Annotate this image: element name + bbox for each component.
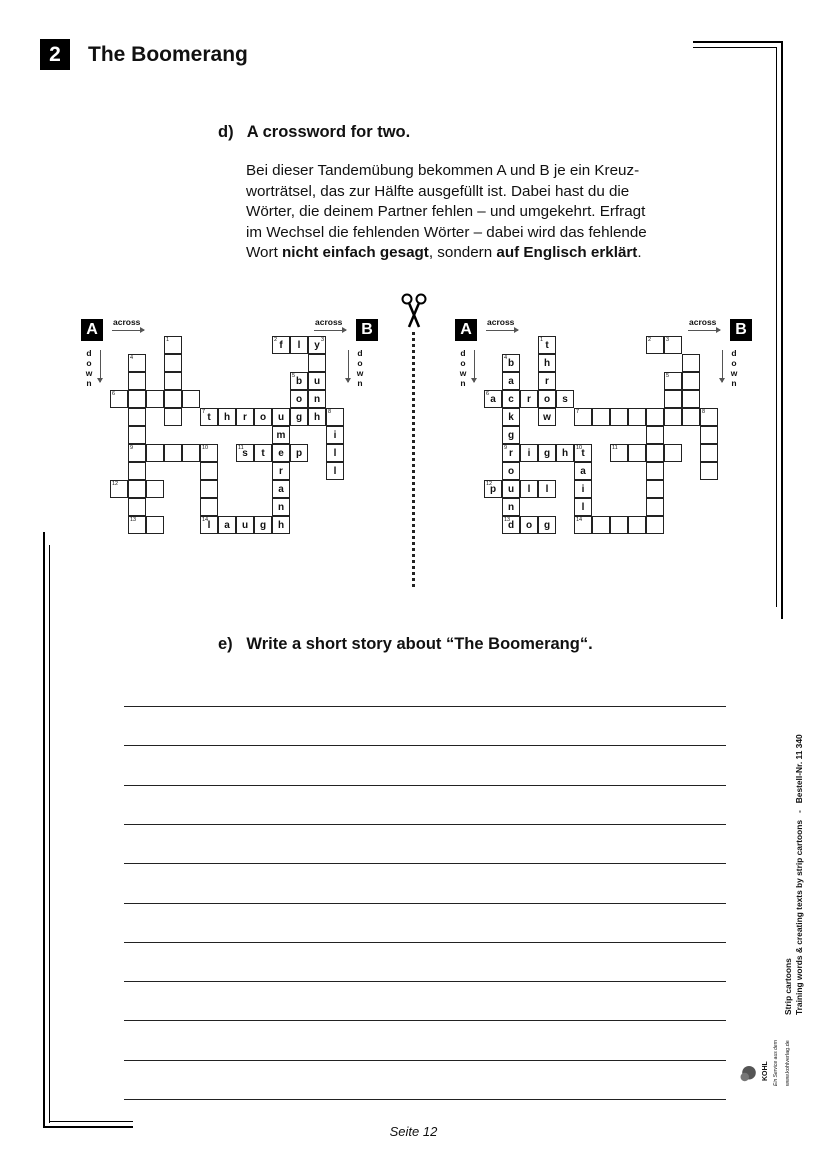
instruction-line-3: Wörter, die deinem Partner fehlen – und umgekehrt. Erfragt [246,203,646,221]
crossword-cell [502,516,520,534]
crossword-cell [308,372,326,390]
cell-letter: u [313,376,321,387]
cell-letter: h [223,412,231,423]
crossword-cell [254,408,272,426]
cell-letter: k [508,412,514,423]
cell-letter: l [207,520,211,531]
crossword-cell [574,480,592,498]
cell-letter: p [295,448,303,459]
crossword-cell [164,444,182,462]
crossword-cell [700,444,718,462]
cell-letter: a [278,484,284,495]
clue-number: 2 [274,337,278,343]
cell-letter: r [527,394,531,405]
crossword-cell [538,336,556,354]
writing-line [124,1099,726,1100]
partner-a-label-right: A [455,319,477,341]
clue-number: 9 [130,445,134,451]
crossword-cell [326,408,344,426]
crossword-cell [290,444,308,462]
clue-number: 11 [238,445,244,451]
crossword-cell [700,462,718,480]
writing-line [124,903,726,904]
crossword-cell [128,516,146,534]
cell-letter: g [295,412,303,423]
cell-letter: l [581,502,585,513]
across-arrow-right-a [486,330,518,331]
cell-letter: g [543,520,551,531]
crossword-cell [200,480,218,498]
writing-line [124,706,726,707]
crossword-cell [574,444,592,462]
cell-letter: o [507,466,515,477]
cell-letter: c [508,394,514,405]
crossword-cell [484,390,502,408]
crossword-cell [646,498,664,516]
clue-number: 10 [202,445,209,451]
unit-number-badge [40,39,70,70]
frame-left-line-inner [49,545,50,1123]
cell-letter: a [508,376,514,387]
crossword-cell [664,444,682,462]
cell-letter: g [507,430,515,441]
cell-letter: n [313,394,321,405]
crossword-cell [164,390,182,408]
clue-number: 8 [702,409,706,415]
crossword-cell [308,408,326,426]
cell-letter: r [279,466,283,477]
crossword-cell [308,336,326,354]
cell-letter: n [277,502,285,513]
crossword-cell [574,516,592,534]
crossword-cell [326,462,344,480]
clue-number: 5 [292,373,296,379]
crossword-cell [164,336,182,354]
scissors-icon [401,293,427,329]
cell-letter: o [525,520,533,531]
crossword-cell [326,426,344,444]
crossword-cell [502,372,520,390]
across-label-right-b: across [689,317,717,327]
cell-letter: s [562,394,568,405]
clue-number: 6 [486,391,490,397]
writing-line [124,745,726,746]
cell-letter: h [543,358,551,369]
section-d-heading: d) A crossword for two. [218,123,411,141]
partner-a-label-left: A [81,319,103,341]
crossword-cell [520,390,538,408]
crossword-cell [146,480,164,498]
partner-b-label-left: B [356,319,378,341]
instruction-line-1: Bei dieser Tandemübung bekommen A und B je ein Kreuz- [246,162,640,179]
cell-letter: r [243,412,247,423]
crossword-cell [682,372,700,390]
instructions-text [246,161,696,264]
crossword-cell [538,372,556,390]
crossword-cell [520,444,538,462]
publisher-logo-icon [738,1060,760,1088]
side-series-title: Strip cartoons [783,958,793,1015]
across-label-right-a: across [487,317,515,327]
crossword-cell [628,516,646,534]
cell-letter: b [295,376,303,387]
crossword-cell [200,516,218,534]
crossword-cell [164,354,182,372]
down-arrow-left-b [348,350,349,382]
crossword-cell [218,516,236,534]
down-label-left-a: d o w n [85,348,93,388]
clue-number: 2 [648,337,652,343]
crossword-cell [520,516,538,534]
frame-right-line-inner [776,47,777,607]
crossword-cell [236,408,254,426]
crossword-cell [200,498,218,516]
crossword-cell [520,480,538,498]
clue-number: 3 [320,337,324,343]
crossword-cell [128,462,146,480]
clue-number: 6 [112,391,116,397]
cell-letter: o [295,394,303,405]
cell-letter: t [261,448,265,459]
frame-right-line-outer [781,41,783,619]
crossword-cell [200,462,218,480]
writing-line [124,1020,726,1021]
crossword-cell [128,498,146,516]
publisher-tagline: Ein Service aus dem [773,1040,779,1086]
cell-letter: g [543,448,551,459]
cell-letter: l [297,340,301,351]
clue-number: 11 [612,445,618,451]
crossword-cell [646,462,664,480]
across-label-left-a: across [113,317,141,327]
side-series-subtitle: Training words & creating texts by strip cartoons - Bestell-Nr. 11 340 [793,734,804,1015]
crossword-cell [628,444,646,462]
cell-letter: i [527,448,531,459]
crossword-cell [146,390,164,408]
cell-letter: h [277,520,285,531]
crossword-cell [682,408,700,426]
across-arrow-left-b [314,330,346,331]
frame-bottom-line-inner [49,1121,133,1122]
crossword-cell [272,426,290,444]
clue-number: 13 [130,517,137,523]
writing-line [124,824,726,825]
cell-letter: a [580,466,586,477]
crossword-cell [664,390,682,408]
down-arrow-right-a [474,350,475,382]
crossword-cell [128,372,146,390]
cell-letter: u [277,412,285,423]
crossword-cell [290,408,308,426]
clue-number: 7 [202,409,206,415]
cell-letter: y [314,340,320,351]
crossword-cell [484,480,502,498]
down-arrow-left-a [100,350,101,382]
publisher-url: www.kohlverlag.de [785,1040,791,1086]
crossword-cell [646,444,664,462]
crossword-cell [236,516,254,534]
crossword-cell [308,354,326,372]
crossword-cell [502,480,520,498]
crossword-cell [610,408,628,426]
down-label-left-b: d o w n [356,348,364,388]
cell-letter: d [507,520,515,531]
writing-line [124,981,726,982]
frame-left-line-outer [43,532,45,1128]
cell-letter: o [259,412,267,423]
crossword-cell [664,408,682,426]
crossword-cell [290,390,308,408]
crossword-cell [592,408,610,426]
crossword-cell [538,390,556,408]
across-arrow-left-a [112,330,144,331]
crossword-cell [146,444,164,462]
crossword-cell [646,426,664,444]
crossword-cell [146,516,164,534]
cell-letter: r [545,376,549,387]
down-label-right-b: d o w n [730,348,738,388]
cell-letter: w [543,412,551,423]
crossword-cell [592,516,610,534]
crossword-cell [538,444,556,462]
crossword-cell [128,426,146,444]
crossword-cell [556,444,574,462]
crossword-cell [538,354,556,372]
crossword-cell [628,408,646,426]
cell-letter: i [333,430,337,441]
crossword-cell [164,372,182,390]
cell-letter: t [207,412,211,423]
cell-letter: t [545,340,549,351]
section-e-heading: e) Write a short story about “The Boomerang“. [218,635,593,653]
frame-top-line-inner [693,47,777,48]
crossword-cell [538,516,556,534]
bold-phrase-1: nicht einfach gesagt [282,244,429,262]
crossword-cell [272,408,290,426]
cell-letter: a [490,394,496,405]
clue-number: 4 [130,355,134,361]
crossword-cell [290,336,308,354]
clue-number: 10 [576,445,583,451]
crossword-cell [272,480,290,498]
across-arrow-right-b [688,330,720,331]
crossword-cell [610,444,628,462]
clue-number: 12 [486,481,493,487]
crossword-cell [182,390,200,408]
crossword-cell [556,390,574,408]
cut-line [412,332,415,587]
cell-letter: l [333,466,337,477]
crossword-cell [700,426,718,444]
crossword-cell [682,354,700,372]
crossword-cell [538,408,556,426]
instruction-line-4: im Wechsel die fehlenden Wörter – dabei wird das fehlende [246,223,647,241]
cell-letter: s [242,448,248,459]
crossword-cell [574,498,592,516]
crossword-cell [502,462,520,480]
clue-number: 1 [166,337,170,343]
instruction-line-2: worträtsel, das zur Hälfte ausgefüllt ist. Dabei hast du die [246,182,630,200]
crossword-cell [646,480,664,498]
cell-letter: e [278,448,284,459]
crossword-cell [502,498,520,516]
cell-letter: p [489,484,497,495]
cell-letter: l [527,484,531,495]
partner-b-label-right: B [730,319,752,341]
crossword-cell [272,462,290,480]
down-arrow-right-b [722,350,723,382]
writing-line [124,1060,726,1061]
writing-line [124,942,726,943]
crossword-cell [254,444,272,462]
crossword-cell [538,480,556,498]
cell-letter: l [545,484,549,495]
unit-title: The Boomerang [88,43,248,66]
crossword-cell [290,372,308,390]
cell-letter: b [507,358,515,369]
cell-letter: u [507,484,515,495]
clue-number: 3 [666,337,670,343]
crossword-cell [502,444,520,462]
cell-letter: o [543,394,551,405]
clue-number: 7 [576,409,580,415]
crossword-cell [682,390,700,408]
crossword-cell [308,390,326,408]
down-label-right-a: d o w n [459,348,467,388]
crossword-cell [502,426,520,444]
clue-number: 13 [504,517,511,523]
clue-number: 14 [202,517,209,523]
clue-number: 1 [540,337,544,343]
crossword-cell [200,444,218,462]
crossword-cell [272,498,290,516]
crossword-cell [664,336,682,354]
crossword-cell [272,444,290,462]
page-number: Seite 12 [389,1124,438,1139]
bold-phrase-2: auf Englisch erklärt [496,244,638,262]
crossword-cell [272,336,290,354]
cell-letter: g [259,520,267,531]
crossword-cell [326,444,344,462]
crossword-cell [646,336,664,354]
crossword-cell [110,480,128,498]
clue-number: 12 [112,481,119,487]
crossword-cell [610,516,628,534]
crossword-cell [128,390,146,408]
clue-number: 14 [576,517,583,523]
unit-number: 2 [49,42,61,66]
cell-letter: u [241,520,249,531]
publisher-name: KOHL [762,1061,769,1081]
crossword-cell [218,408,236,426]
crossword-cell [110,390,128,408]
crossword-cell [574,408,592,426]
crossword-cell [574,462,592,480]
cell-letter: l [333,448,337,459]
cell-letter: f [279,340,283,351]
crossword-cell [236,444,254,462]
clue-number: 4 [504,355,508,361]
crossword-cell [502,390,520,408]
crossword-cell [182,444,200,462]
writing-line [124,785,726,786]
crossword-cell [128,408,146,426]
crossword-cell [272,516,290,534]
across-label-left-b: across [315,317,343,327]
crossword-cell [664,372,682,390]
crossword-cell [128,480,146,498]
crossword-cell [164,408,182,426]
clue-number: 9 [504,445,508,451]
cell-letter: a [224,520,230,531]
frame-top-line-outer [693,41,783,43]
crossword-cell [254,516,272,534]
side-series-info [783,734,804,1015]
writing-line [124,863,726,864]
cell-letter: h [313,412,321,423]
crossword-cell [646,516,664,534]
cell-letter: i [581,484,585,495]
crossword-cell [502,354,520,372]
cell-letter: t [581,448,585,459]
cell-letter: m [276,430,286,441]
crossword-cell [200,408,218,426]
clue-number: 8 [328,409,332,415]
crossword-cell [128,354,146,372]
clue-number: 5 [666,373,670,379]
cell-letter: r [509,448,513,459]
crossword-cell [646,408,664,426]
cell-letter: n [507,502,515,513]
cell-letter: h [561,448,569,459]
crossword-cell [700,408,718,426]
crossword-cell [502,408,520,426]
crossword-cell [128,444,146,462]
instruction-line-5: Wort nicht einfach gesagt, sondern auf Englisch erklärt. [246,244,642,262]
